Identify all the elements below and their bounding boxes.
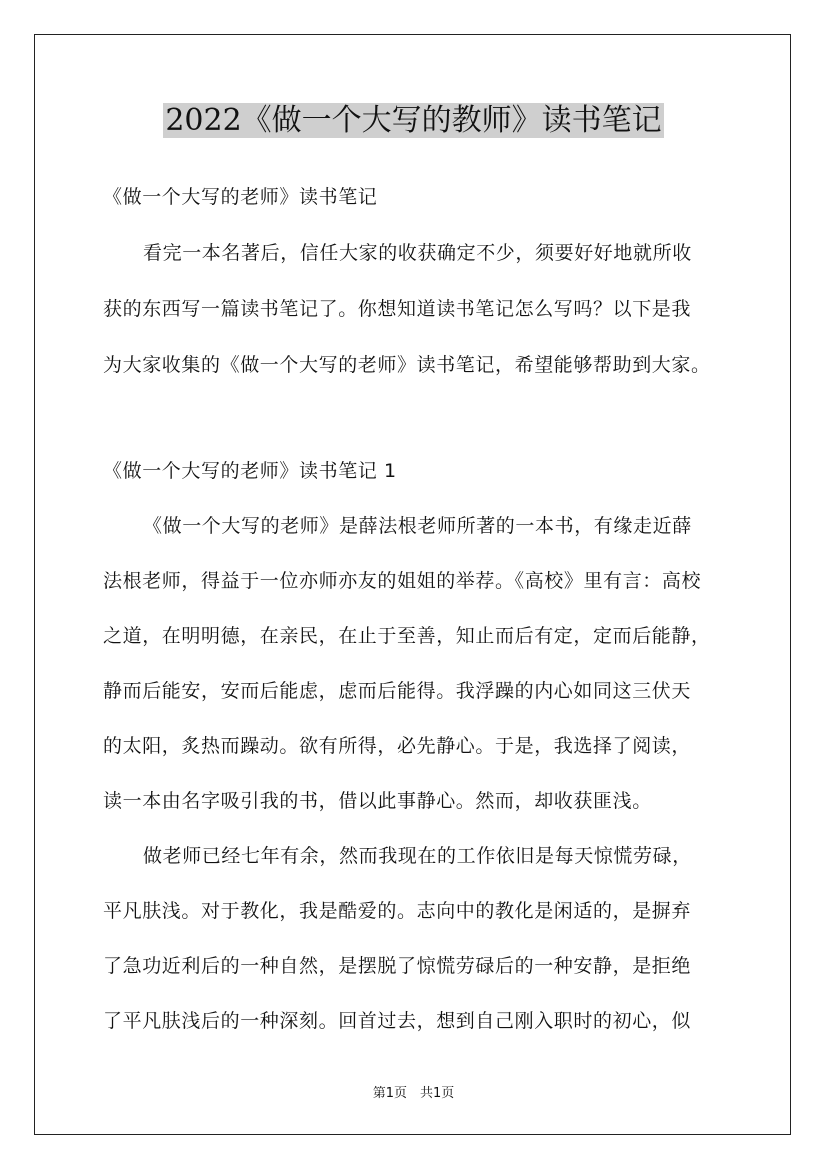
section-heading: 《做一个大写的老师》读书笔记 1 [103, 460, 397, 482]
paragraph-line: 平凡肤浅。对于教化，我是酷爱的。志向中的教化是闲适的，是摒弃 [103, 900, 692, 922]
subtitle: 《做一个大写的老师》读书笔记 [103, 186, 378, 208]
paragraph-line: 静而后能安，安而后能虑，虑而后能得。我浮躁的内心如同这三伏天 [103, 680, 692, 702]
document-title: 2022《做一个大写的教师》读书笔记 [165, 103, 662, 138]
document-title-block [0, 100, 827, 142]
paragraph-line: 《做一个大写的老师》是薛法根老师所著的一本书，有缘走近薛 [143, 515, 692, 537]
paragraph-line: 了急功近利后的一种自然，是摆脱了惊慌劳碌后的一种安静，是拒绝 [103, 955, 692, 977]
paragraph-line: 为大家收集的《做一个大写的老师》读书笔记，希望能够帮助到大家。 [103, 354, 711, 376]
paragraph-line: 获的东西写一篇读书笔记了。你想知道读书笔记怎么写吗？以下是我 [103, 298, 692, 320]
paragraph-line: 做老师已经七年有余，然而我现在的工作依旧是每天惊慌劳碌， [143, 845, 692, 867]
page-footer: 第1页 共1页 [372, 1086, 455, 1101]
paragraph-line: 看完一本名著后，信任大家的收获确定不少，须要好好地就所收 [143, 242, 692, 264]
paragraph-line: 之道，在明明德，在亲民，在止于至善，知止而后有定，定而后能静， [103, 625, 711, 647]
paragraph-line: 了平凡肤浅后的一种深刻。回首过去，想到自己刚入职时的初心，似 [103, 1010, 692, 1032]
paragraph-line: 法根老师，得益于一位亦师亦友的姐姐的举荐。《高校》里有言：高校 [103, 570, 702, 592]
paragraph-line: 的太阳，炙热而躁动。欲有所得，必先静心。于是，我选择了阅读， [103, 735, 692, 757]
paragraph-line: 读一本由名字吸引我的书，借以此事静心。然而，却收获匪浅。 [103, 790, 652, 812]
